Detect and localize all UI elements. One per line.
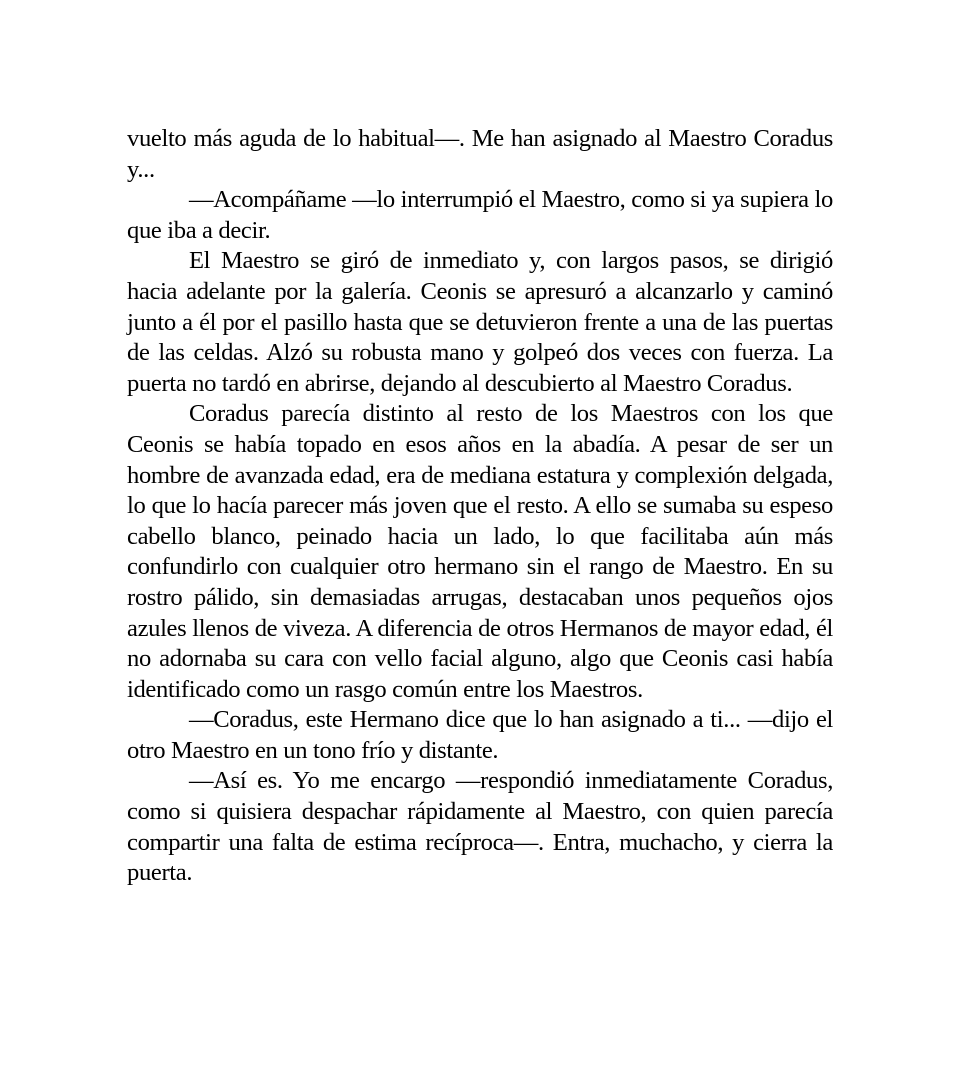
paragraph-dialogue-asignado: —Coradus, este Hermano dice que lo han asignado a ti... —dijo el otro Maestro en un tono frío y distante. bbox=[127, 706, 833, 764]
paragraph-continuation: vuelto más aguda de lo habitual—. Me han asignado al Maestro Coradus y... bbox=[127, 125, 833, 183]
paragraph-dialogue-acompaname: —Acompáñame —lo interrumpió el Maestro, como si ya supiera lo que iba a decir. bbox=[127, 186, 833, 244]
paragraph-description-coradus: Coradus parecía distinto al resto de los Maestros con los que Ceonis se había topado en esos años en la abadía. A pesar de ser un hombre de avanzada edad, era de mediana estatura y complexión delgada, lo que lo hacía parecer más joven que el resto. A ello se sumaba su espeso cabello blanco, peinado hacia un lado, lo que facilitaba aún más confundirlo con cualquier otro hermano sin el rango de Maestro. En su rostro pálido, sin demasiadas arrugas, destacaban unos pequeños ojos azules llenos de viveza. A diferencia de otros Hermanos de mayor edad, él no adornaba su cara con vello facial alguno, algo que Ceonis casi había identificado como un rasgo común entre los Maestros. bbox=[127, 400, 833, 703]
paragraph-narration-galeria: El Maestro se giró de inmediato y, con largos pasos, se dirigió hacia adelante por la galería. Ceonis se apresuró a alcanzarlo y caminó junto a él por el pasillo hasta que se detuvieron frente a una de las puertas de las celdas. Alzó su robusta mano y golpeó dos veces con fuerza. La puerta no tardó en abrirse, dejando al descubierto al Maestro Coradus. bbox=[127, 247, 833, 397]
document-page bbox=[127, 124, 833, 889]
paragraph-dialogue-asi-es: —Así es. Yo me encargo —respondió inmediatamente Coradus, como si quisiera despachar rápidamente al Maestro, con quien parecía compartir una falta de estima recíproca—. Entra, muchacho, y cierra la puerta. bbox=[127, 767, 833, 887]
